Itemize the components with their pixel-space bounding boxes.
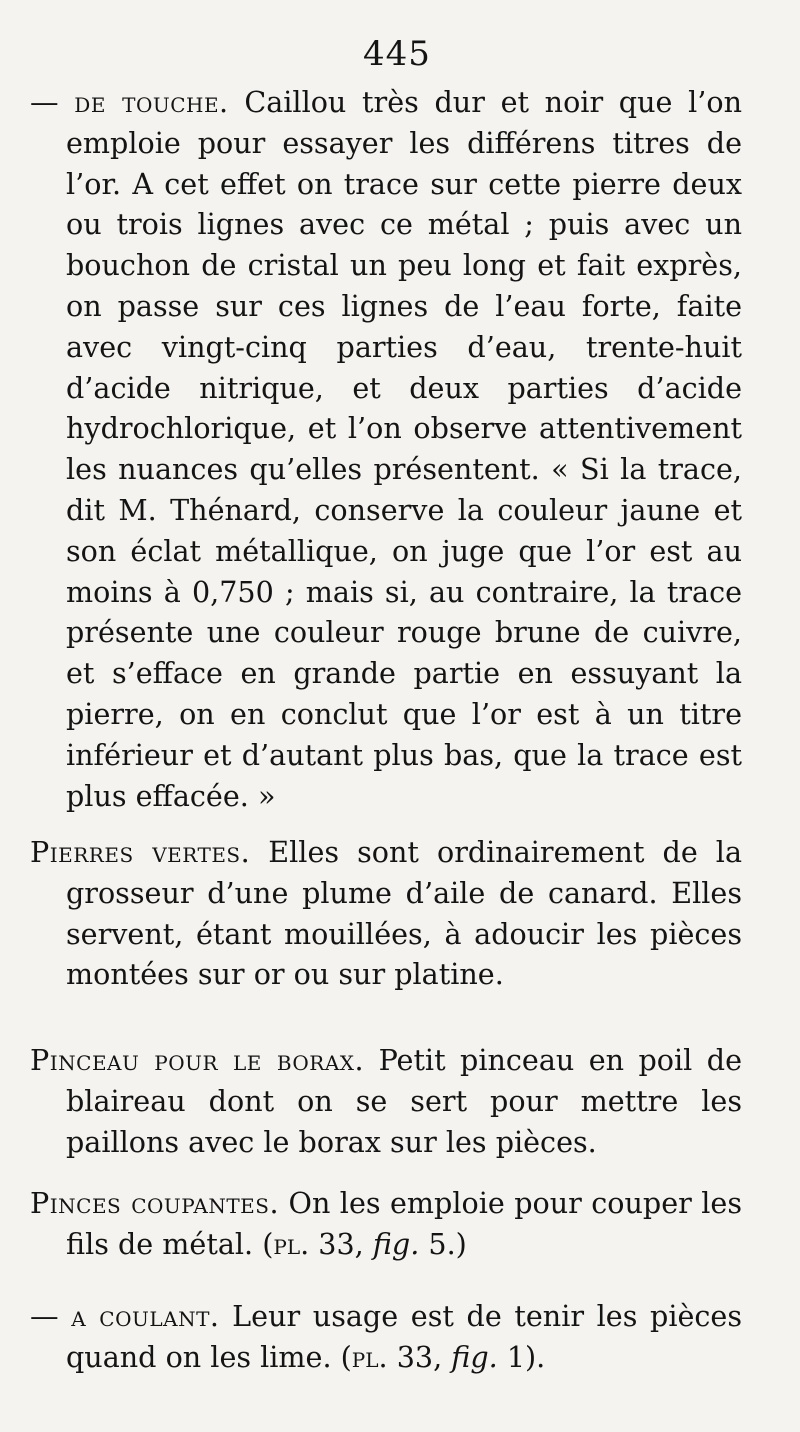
entry-pinces-coupantes [30,1183,742,1265]
entry-pierres-vertes [30,832,742,995]
entry-pierre-de-touche [30,82,742,816]
entry-text: Petit pinceau en poil de blaireau dont on se sert pour mettre les paillons avec le borax sur les pièces. [66,1043,742,1159]
entry-pinces-a-coulant [30,1296,742,1378]
figure-number: 1). [497,1339,546,1374]
entry-pinceau-pour-le-borax [30,1040,742,1162]
plate-abbrev: pl. [273,1226,310,1261]
entry-heading: de touche. [74,85,229,119]
entry-dash: — [30,1299,72,1333]
plate-number: 33, [387,1339,452,1374]
entry-text: Elles sont ordinairement de la grosseur d’une plume d’aile de canard. Elles servent, étant mouillées, à adoucir les pièces montées sur or ou sur platine. [66,835,743,992]
entry-text: Leur usage est de tenir les pièces quand on les lime. ( [66,1299,743,1374]
entry-text: Caillou très dur et noir que l’on emploie pour essayer les différens titres de l’or. A cet effet on trace sur cette pierre deux ou trois lignes avec ce métal ; puis avec un bouchon de cristal un peu long et fait exprès, on passe sur ces lignes de l’eau forte, faite avec vingt-cinq parties d’eau, trente-huit d’acide nitrique, et deux parties d’acide hydrochlorique, et l’on observe attentivement les nuances qu’elles présentent. « Si la trace, dit M. Thénard, conserve la couleur jaune et son éclat métallique, on juge que l’or est au moins à 0,750 ; mais si, au contraire, la trace présente une couleur rouge brune de cuivre, et s’efface en grande partie en essuyant la pierre, on en conclut que l’or est à un titre inférieur et d’autant plus bas, que la trace est plus effacée. » [66,85,743,813]
plate-number: 33, [309,1226,373,1261]
entry-paragraph [30,1183,742,1265]
figure-abbrev: fig. [372,1226,420,1261]
figure-number: 5.) [419,1226,467,1261]
entry-heading: Pinceau pour le borax. [30,1043,365,1077]
entry-text: On les emploie pour couper les fils de métal. ( [66,1186,742,1261]
page-number: 445 [363,34,431,74]
entry-heading: Pierres vertes. [30,835,251,869]
entry-paragraph [30,1040,742,1162]
figure-abbrev: fig. [451,1339,498,1374]
entry-paragraph [30,832,742,995]
entry-heading: a coulant. [71,1299,220,1333]
entry-dash: — [30,85,75,119]
entry-paragraph [30,82,742,816]
entry-paragraph [30,1296,742,1378]
plate-abbrev: pl. [351,1339,388,1374]
entry-heading: Pinces coupantes. [30,1186,280,1220]
